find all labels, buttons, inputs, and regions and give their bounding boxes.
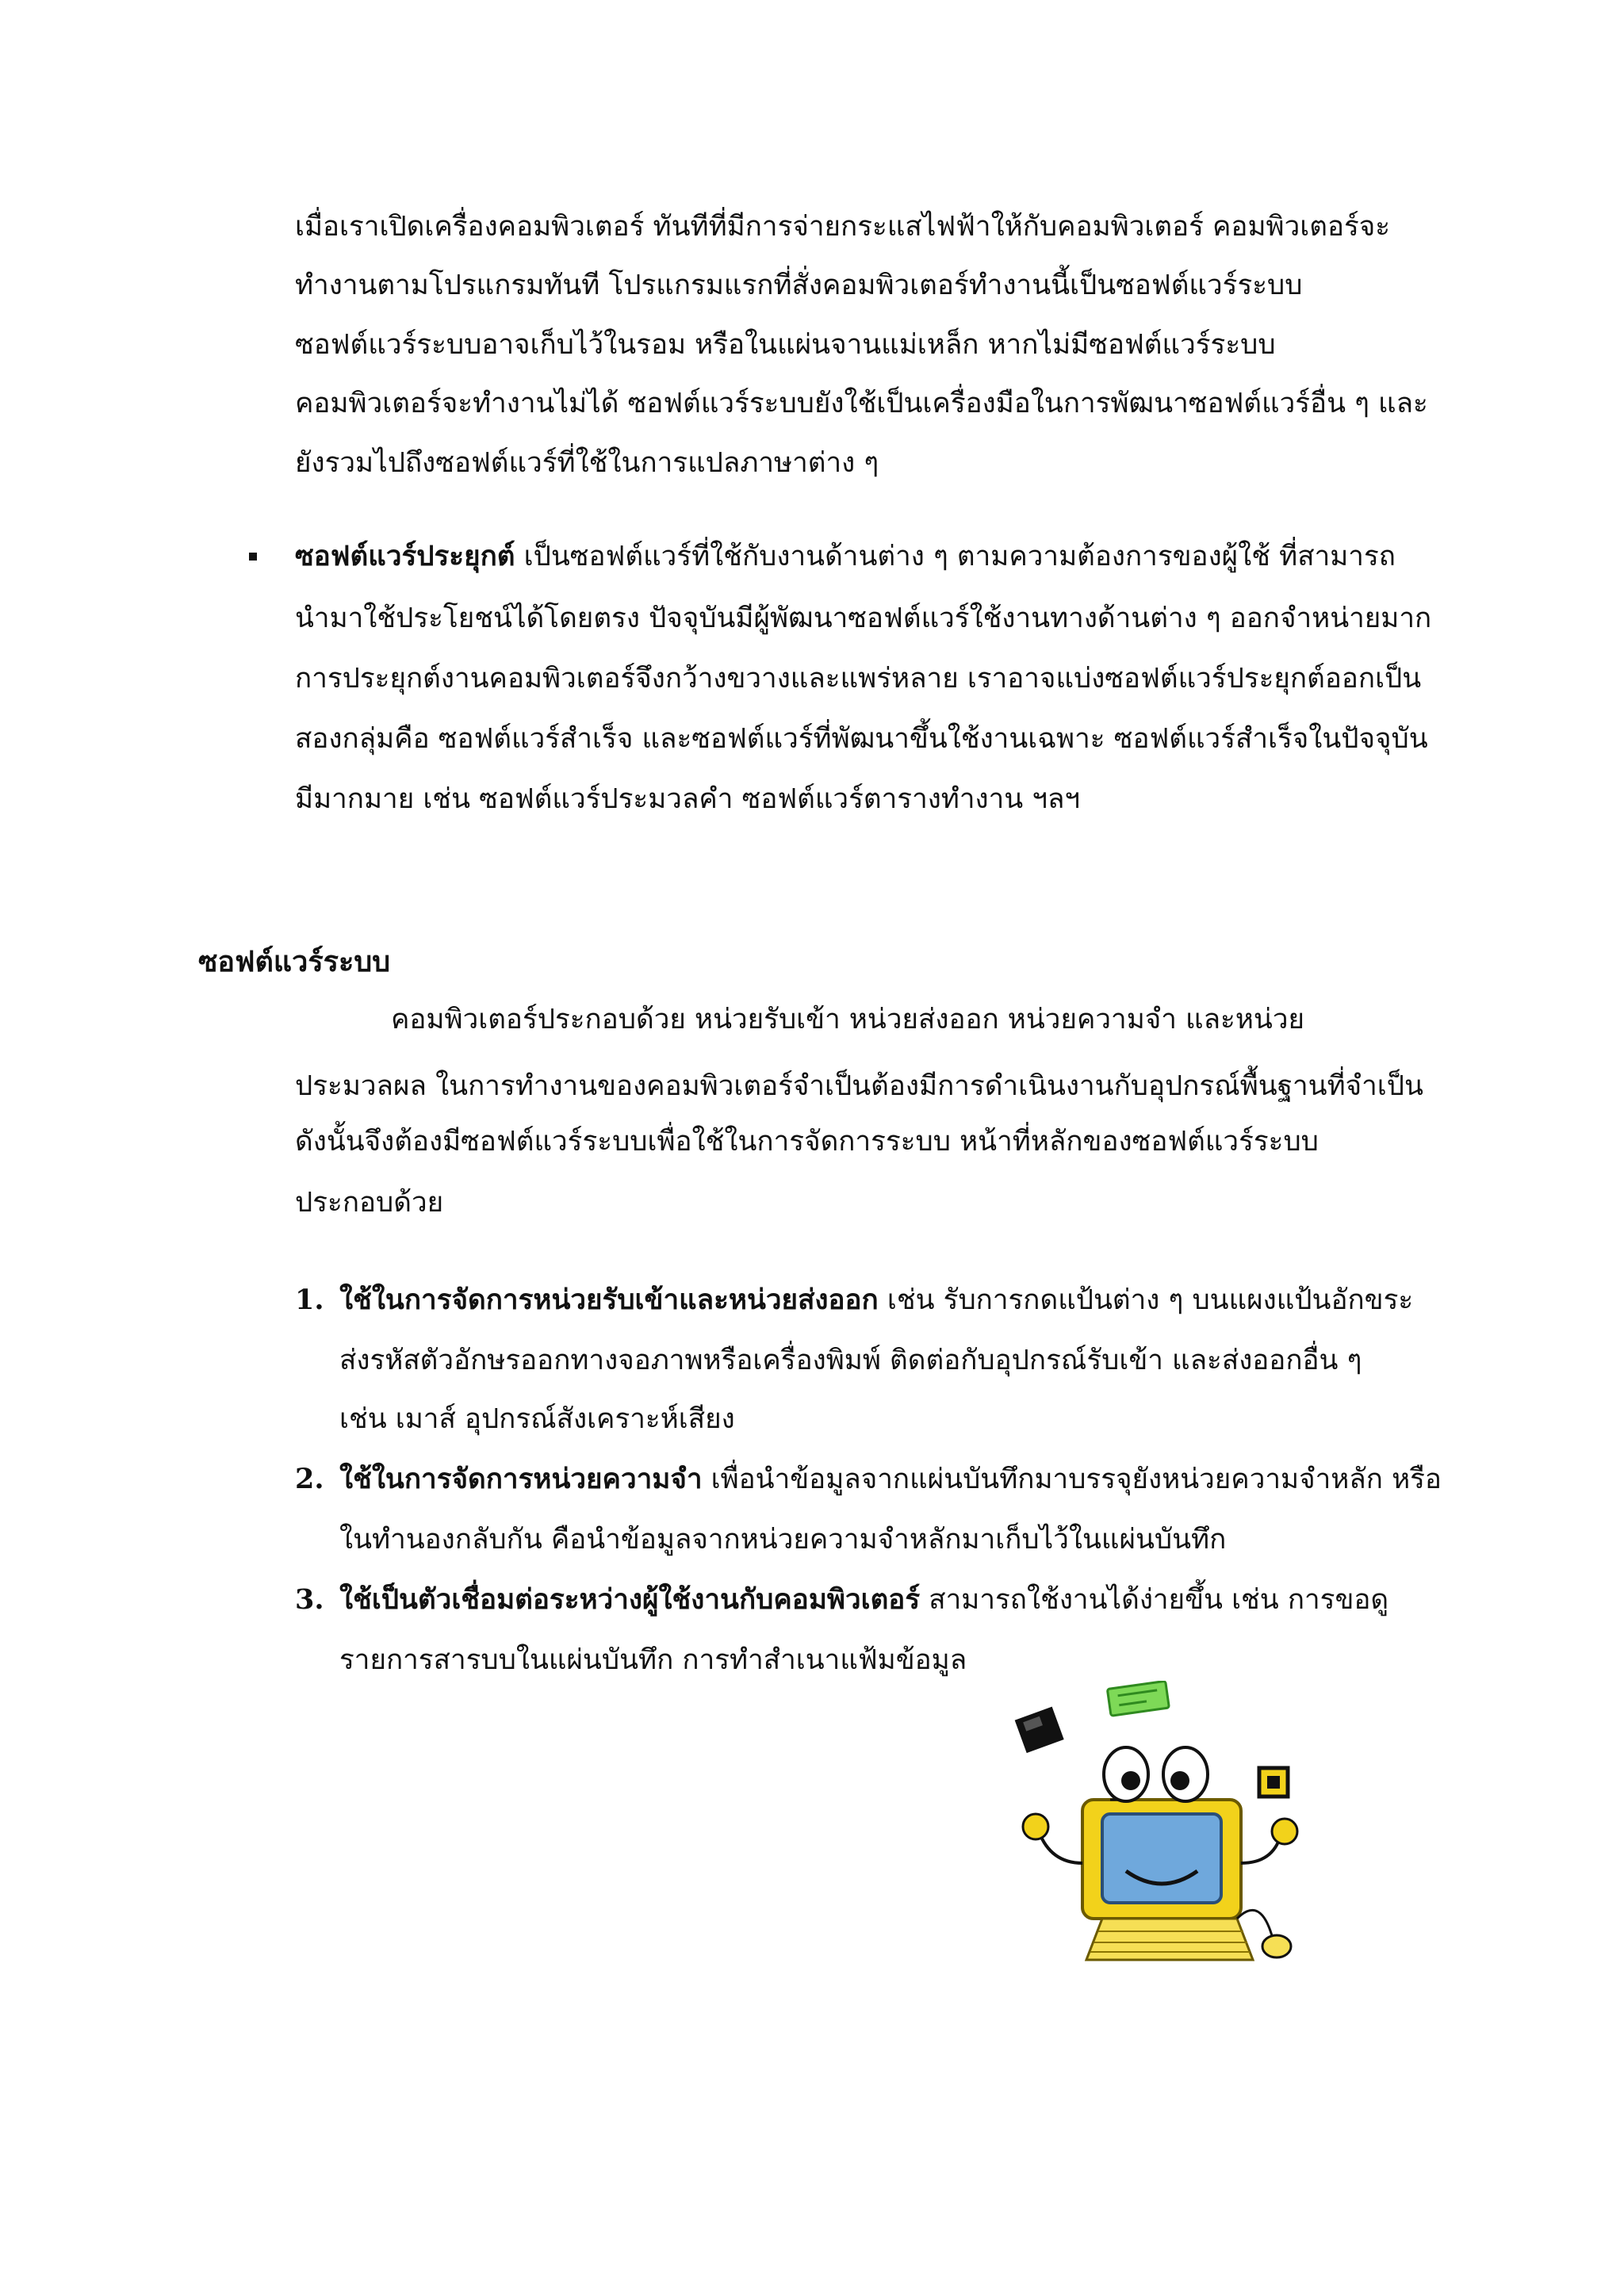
section-paragraph-line: คอมพิวเตอร์ประกอบด้วย หน่วยรับเข้า หน่วยส่งออก หน่วยความจำ และหน่วย	[391, 1004, 1305, 1035]
bullet-term: ซอฟต์แวร์ประยุกต์	[295, 540, 515, 572]
section-paragraph-line: ดังนั้นจึงต้องมีซอฟต์แวร์ระบบเพื่อใช้ในการจัดการระบบ หน้าที่หลักของซอฟต์แวร์ระบบ	[295, 1126, 1319, 1158]
intro-line: เมื่อเราเปิดเครื่องคอมพิวเตอร์ ทันทีที่มีการจ่ายกระแสไฟฟ้าให้กับคอมพิวเตอร์ คอมพิวเตอร์จะ	[295, 211, 1391, 243]
bullet-line: นำมาใช้ประโยชน์ได้โดยตรง ปัจจุบันมีผู้พัฒนาซอฟต์แวร์ใช้งานทางด้านต่าง ๆ ออกจำหน่ายมาก	[295, 603, 1432, 634]
bullet-line: การประยุกต์งานคอมพิวเตอร์จึงกว้างขวางและแพร่หลาย เราอาจแบ่งซอฟต์แวร์ประยุกต์ออกเป็น	[295, 663, 1422, 695]
intro-line: ยังรวมไปถึงซอฟต์แวร์ที่ใช้ในการแปลภาษาต่าง ๆ	[295, 447, 879, 479]
chip-icon	[1259, 1768, 1288, 1797]
cartoon-computer-icon	[1007, 1681, 1308, 1966]
list-item-line: ส่งรหัสตัวอักษรออกทางจอภาพหรือเครื่องพิมพ์ ติดต่อกับอุปกรณ์รับเข้า และส่งออกอื่น ๆ	[339, 1345, 1362, 1376]
bullet-text: เป็นซอฟต์แวร์ที่ใช้กับงานด้านต่าง ๆ ตามความต้องการของผู้ใช้ ที่สามารถ	[515, 541, 1396, 572]
intro-line: ทำงานตามโปรแกรมทันที โปรแกรมแรกที่สั่งคอมพิวเตอร์ทำงานนี้เป็นซอฟต์แวร์ระบบ	[295, 270, 1303, 301]
list-item-line: เช่น เมาส์ อุปกรณ์สังเคราะห์เสียง	[339, 1403, 735, 1435]
list-item-term: ใช้ในการจัดการหน่วยรับเข้าและหน่วยส่งออก	[339, 1284, 879, 1316]
section-paragraph-line: ประกอบด้วย	[295, 1187, 444, 1219]
section-paragraph-line: ประมวลผล ในการทำงานของคอมพิวเตอร์จำเป็นต้องมีการดำเนินงานกับอุปกรณ์พื้นฐานที่จำเป็น	[295, 1070, 1423, 1102]
list-item-term: ใช้เป็นตัวเชื่อมต่อระหว่างผู้ใช้งานกับคอมพิวเตอร์	[339, 1583, 921, 1616]
floppy-disk-icon	[1015, 1707, 1064, 1753]
bullet-line: สองกลุ่มคือ ซอฟต์แวร์สำเร็จ และซอฟต์แวร์ที่พัฒนาขึ้นใช้งานเฉพาะ ซอฟต์แวร์สำเร็จในปัจจุบัน	[295, 723, 1428, 755]
list-number: 1.	[295, 1284, 324, 1316]
list-item-first-line	[339, 1276, 1413, 1324]
list-item-text: เช่น รับการกดแป้นต่าง ๆ บนแผงแป้นอักขระ	[878, 1284, 1414, 1316]
bullet-line: มีมากมาย เช่น ซอฟต์แวร์ประมวลคำ ซอฟต์แวร์ตารางทำงาน ฯลฯ	[295, 783, 1081, 815]
list-item-first-line	[339, 1576, 1388, 1624]
list-item-first-line	[339, 1456, 1442, 1503]
list-item-text: เพื่อนำข้อมูลจากแผ่นบันทึกมาบรรจุยังหน่วยความจำหลัก หรือ	[702, 1464, 1442, 1495]
list-number: 3.	[295, 1583, 324, 1616]
list-item-line: รายการสารบบในแผ่นบันทึก การทำสำเนาแฟ้มข้อมูล	[339, 1644, 967, 1676]
circuit-card-icon	[1107, 1681, 1169, 1716]
bullet-marker	[249, 553, 257, 561]
list-item-line: ในทำนองกลับกัน คือนำข้อมูลจากหน่วยความจำหลักมาเก็บไว้ในแผ่นบันทึก	[339, 1524, 1227, 1556]
list-item-text: สามารถใช้งานได้ง่ายขึ้น เช่น การขอดู	[920, 1584, 1389, 1616]
list-item-term: ใช้ในการจัดการหน่วยความจำ	[339, 1463, 703, 1495]
intro-line: คอมพิวเตอร์จะทำงานไม่ได้ ซอฟต์แวร์ระบบยังใช้เป็นเครื่องมือในการพัฒนาซอฟต์แวร์อื่น ๆ และ	[295, 388, 1428, 419]
section-heading: ซอฟต์แวร์ระบบ	[198, 945, 391, 978]
list-number: 2.	[295, 1463, 324, 1495]
bullet-first-line	[295, 533, 1396, 580]
intro-line: ซอฟต์แวร์ระบบอาจเก็บไว้ในรอม หรือในแผ่นจานแม่เหล็ก หากไม่มีซอฟต์แวร์ระบบ	[295, 329, 1276, 361]
